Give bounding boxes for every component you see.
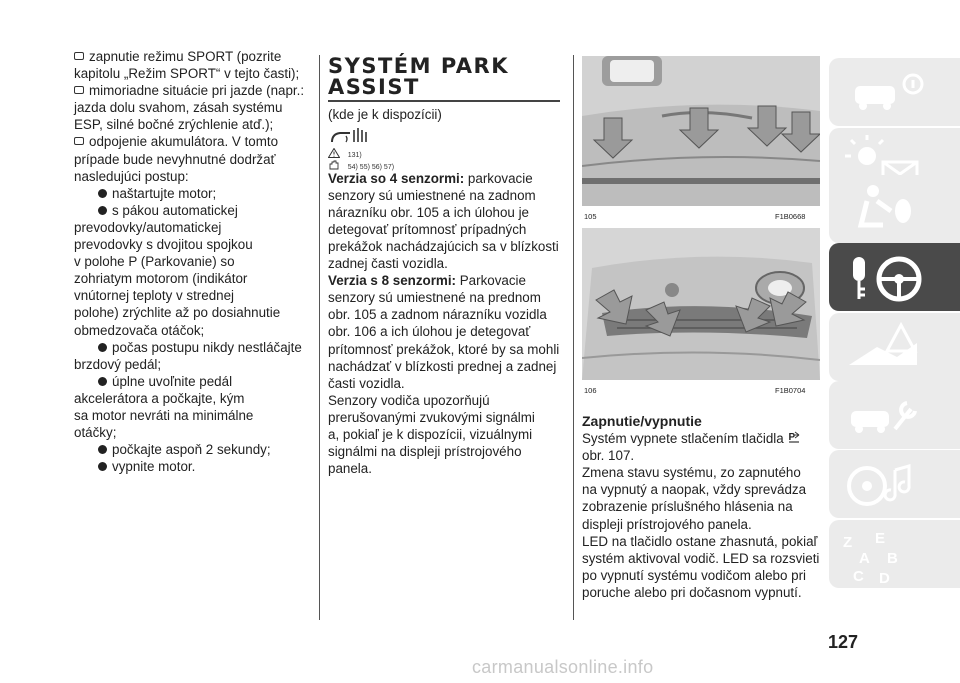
car-info-icon — [833, 60, 933, 124]
chapter-tab-index[interactable] — [829, 520, 960, 588]
text-line: časti vozidla. — [328, 375, 405, 391]
text-line — [74, 185, 312, 202]
section-heading-line1: SYSTÉM PARK — [328, 54, 509, 78]
caution-references: 54) 55) 56) 57) — [347, 163, 395, 171]
text-line-content: obmedzovača otáčok; — [74, 322, 205, 338]
seat-airbag-icon — [833, 177, 933, 241]
text-line-content: počkajte aspoň 2 sekundy; — [112, 442, 271, 458]
text-line-content: odpojenie akumulátora. V tomto — [89, 134, 279, 150]
text-line: senzory sú umiestnené na prednom — [328, 290, 541, 306]
text-line: obr. 105 a zadnom nárazníku vozidla — [328, 307, 547, 323]
index-letter: Z — [843, 534, 853, 551]
text-line: poruche alebo pri dočasnom vypnutí. — [582, 584, 802, 600]
text-line-content: v polohe P (Parkovanie) so — [74, 254, 235, 270]
text-line-content: počas postupu nikdy nestláčajte — [112, 339, 302, 355]
text-line-content: s pákou automatickej — [112, 202, 238, 218]
right-column-text — [582, 413, 820, 601]
figure-rear-bumper — [582, 56, 820, 206]
text-line-content: ESP, silné bočné zrýchlenie atď.); — [74, 117, 274, 133]
figure-front-bumper — [582, 228, 820, 380]
on-off-body — [582, 447, 820, 601]
park-assist-button-glyph: P — [788, 432, 796, 444]
dot-bullet-icon — [98, 462, 107, 471]
figure-105-number: 105 — [584, 212, 597, 221]
text-line: Senzory vodiča upozorňujú — [328, 392, 490, 408]
index-letter: D — [879, 570, 890, 587]
text-line — [74, 356, 312, 373]
text-line — [74, 322, 312, 339]
text-line — [74, 407, 312, 424]
index-letter: E — [875, 530, 886, 547]
version-4-sensors-label: Verzia so 4 senzormi: — [328, 170, 465, 186]
paragraph2-body — [328, 289, 560, 477]
text-line — [74, 202, 312, 219]
index-letter: B — [887, 550, 898, 567]
chapter-tab-key-steering-wheel[interactable] — [829, 243, 960, 311]
text-line — [74, 390, 312, 407]
checkbox-bullet-icon — [74, 52, 84, 60]
text-line-content: jazda dolu svahom, zásah systému — [74, 100, 283, 116]
text-line: systém aktivoval vodič. LED sa rozsvieti — [582, 550, 820, 566]
text-line-content: otáčky; — [74, 425, 117, 441]
text-line: na vypnutý a naopak, vždy sprevádza — [582, 482, 807, 498]
text-line: detegovať prítomnosť prípadných — [328, 221, 527, 237]
text-line — [74, 82, 312, 99]
chapter-tab-maintenance[interactable] — [829, 381, 960, 449]
text-line — [74, 219, 312, 236]
text-line: prekážok nachádzajúcich sa v blízkosti — [328, 238, 559, 254]
key-steering-wheel-icon — [833, 245, 933, 309]
text-line — [74, 339, 312, 356]
text-line-content: brzdový pedál; — [74, 356, 162, 372]
dot-bullet-icon — [98, 206, 107, 215]
figure-106-code: F1B0704 — [775, 386, 806, 395]
left-column — [74, 48, 312, 475]
column-divider-right — [573, 55, 574, 620]
text-line-content: kapitolu „Režim SPORT“ v tejto časti); — [74, 66, 300, 82]
availability-note: (kde je k dispozícii) — [328, 106, 442, 122]
text-line: LED na tlačidlo ostane zhasnutá, pokiaľ — [582, 533, 818, 549]
multimedia-icon — [833, 452, 933, 516]
caution-hand-icon — [328, 160, 340, 170]
text-line-content: zapnutie režimu SPORT (pozrite — [89, 49, 282, 64]
chapter-tab-car-info[interactable] — [829, 58, 960, 126]
paragraph1-body — [328, 187, 560, 272]
park-assist-symbol — [328, 126, 560, 144]
heading-rule — [328, 100, 560, 102]
park-assist-button-icon — [787, 430, 801, 444]
chapter-tab-road-emergency[interactable] — [829, 313, 960, 381]
rear-bumper-illustration — [582, 56, 820, 206]
park-assist-sensor-icon — [328, 126, 372, 144]
dot-bullet-icon — [98, 445, 107, 454]
text-line — [74, 458, 312, 475]
checkbox-bullet-icon — [74, 86, 84, 94]
checkbox-bullet-icon — [74, 137, 84, 145]
text-line: zobrazenie príslušného hlásenia na — [582, 499, 793, 515]
chapter-tab-seat-airbag[interactable] — [829, 175, 960, 243]
text-line: zadnej časti vozidla. — [328, 256, 448, 272]
on-off-first-line: Systém vypnete stlačením tlačidla — [582, 431, 784, 447]
text-line: panela. — [328, 461, 372, 477]
text-line — [74, 304, 312, 321]
column-divider-left — [319, 55, 320, 620]
version-8-sensors-label: Verzia s 8 senzormi: — [328, 273, 457, 289]
text-line: a, pokiaľ je k dispozícii, vizuálnymi — [328, 427, 533, 442]
paragraph1-first-line: parkovacie — [464, 170, 533, 186]
text-line: nachádzať v blízkosti prednej a zadnej — [328, 358, 557, 374]
dot-bullet-icon — [98, 343, 107, 352]
text-line-content: akcelerátora a počkajte, kým — [74, 390, 245, 406]
text-line — [74, 253, 312, 270]
text-line-content: prípade bude nevyhnutné dodržať — [74, 151, 276, 167]
figure-105-code: F1B0668 — [775, 212, 806, 221]
text-line — [74, 441, 312, 458]
text-line — [74, 133, 312, 150]
text-line-content: prevodovky s dvojitou spojkou — [74, 237, 253, 253]
text-line — [74, 287, 312, 304]
text-line — [74, 116, 312, 133]
warning-reference: 131) — [347, 151, 362, 159]
text-line: po vypnutí systému vodičom alebo pri — [582, 567, 807, 583]
text-line — [74, 236, 312, 253]
text-line — [74, 99, 312, 116]
index-letter: A — [859, 550, 870, 567]
text-line — [74, 373, 312, 390]
text-line: prítomnosť prekážok, ktoré by sa mohli — [328, 341, 560, 357]
text-line: signálmi na displeji prístrojového — [328, 444, 522, 460]
on-off-subheading: Zapnutie/vypnutie — [582, 413, 702, 429]
index-letter: C — [853, 568, 864, 585]
text-line-content: nasledujúci postup: — [74, 168, 189, 184]
text-line-content: vnútornej teploty v strednej — [74, 288, 235, 304]
dot-bullet-icon — [98, 189, 107, 198]
text-line: senzory sú umiestnené na zadnom — [328, 187, 536, 203]
middle-column — [328, 56, 560, 477]
text-line-content: prevodovky/automatickej — [74, 219, 222, 235]
text-line-content: úplne uvoľnite pedál — [112, 373, 233, 389]
text-line — [74, 270, 312, 287]
text-line — [74, 65, 312, 82]
text-line-content: naštartujte motor; — [112, 185, 217, 201]
text-line: Zmena stavu systému, zo zapnutého — [582, 465, 801, 481]
section-heading-line2: ASSIST — [328, 75, 420, 99]
watermark: carmanualsonline.info — [472, 657, 654, 677]
page-number: 127 — [828, 632, 859, 652]
dot-bullet-icon — [98, 377, 107, 386]
section-heading — [328, 56, 560, 98]
maintenance-icon — [833, 383, 933, 447]
paragraph2-first-line: Parkovacie — [456, 273, 526, 289]
chapter-tab-multimedia[interactable] — [829, 450, 960, 518]
text-line — [74, 48, 312, 65]
text-line-content: zohriatym motorom (indikátor — [74, 271, 248, 287]
road-emergency-icon — [833, 315, 933, 379]
text-line — [74, 168, 312, 185]
text-line: displeji prístrojového panela. — [582, 516, 752, 532]
text-line-content: polohe) zrýchlite až po dosiahnutie — [74, 305, 281, 321]
text-line-content: vypnite motor. — [112, 459, 196, 475]
front-bumper-illustration — [582, 228, 820, 380]
text-line: obr. 106 a ich úlohou je detegovať — [328, 324, 531, 340]
text-line — [74, 424, 312, 441]
text-line — [74, 151, 312, 168]
text-line: nárazníku obr. 105 a ich úlohou je — [328, 204, 530, 220]
text-line-content: sa motor nevráti na minimálne — [74, 407, 254, 423]
text-line: prerušovanými zvukovými signálmi — [328, 409, 535, 425]
figure-106-number: 106 — [584, 386, 597, 395]
text-line-content: mimoriadne situácie pri jazde (napr.: — [89, 83, 305, 99]
text-line: obr. 107. — [582, 448, 635, 464]
